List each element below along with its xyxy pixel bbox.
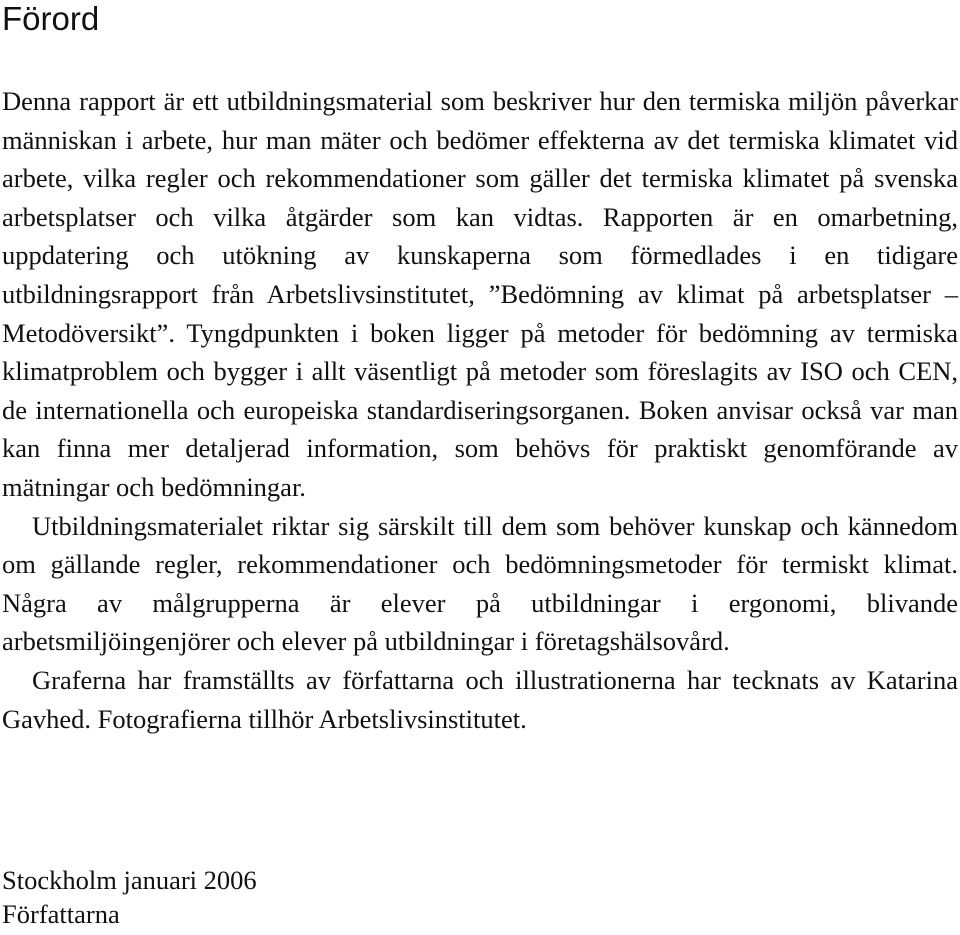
signature: Författarna [2, 899, 120, 929]
signoff [2, 863, 257, 931]
page-title: Förord [2, 0, 100, 37]
paragraph-intro: Denna rapport är ett utbildningsmaterial som beskriver hur den termiska miljön påverkar människan i arbete, hur man mäter och bedömer effekterna av det termiska klimatet vid arbete, vilka regler och rekommendationer som gäller det termiska klimatet på svenska arbetsplatser och vilka åtgärder som kan vidtas. Rapporten är en omarbetning, uppdatering och utökning av kunskaperna som förmedlades i en tidigare utbildningsrapport från Arbetslivsinstitutet, ”Bedömning av klimat på arbetsplatser – Metodöversikt”. Tyngdpunkten i boken ligger på metoder för bedömning av termiska klimatproblem och bygger i allt väsentligt på metoder som föreslagits av ISO och CEN, de internationella och europeiska standardiseringsorganen. Boken anvisar också var man kan finna mer detaljerad information, som behövs för praktiskt genomförande av mätningar och bedömningar. [2, 86, 958, 502]
paragraph-credits: Graferna har framställts av författarna och illustrationerna har tecknats av Katarina Gavhed. Fotografierna tillhör Arbetslivsinstitutet. [2, 664, 958, 734]
place-date: Stockholm januari 2006 [2, 865, 257, 895]
paragraph-audience: Utbildningsmaterialet riktar sig särskilt till dem som behöver kunskap och kännedom om gällande regler, rekommendationer och bedömningsmetoder för termiskt klimat. Några av målgrupperna är elever på utbildningar i ergonomi, blivande arbetsmiljöingenjörer och elever på utbildningar i företagshälsovård. [2, 510, 958, 657]
preface-body [2, 82, 958, 738]
